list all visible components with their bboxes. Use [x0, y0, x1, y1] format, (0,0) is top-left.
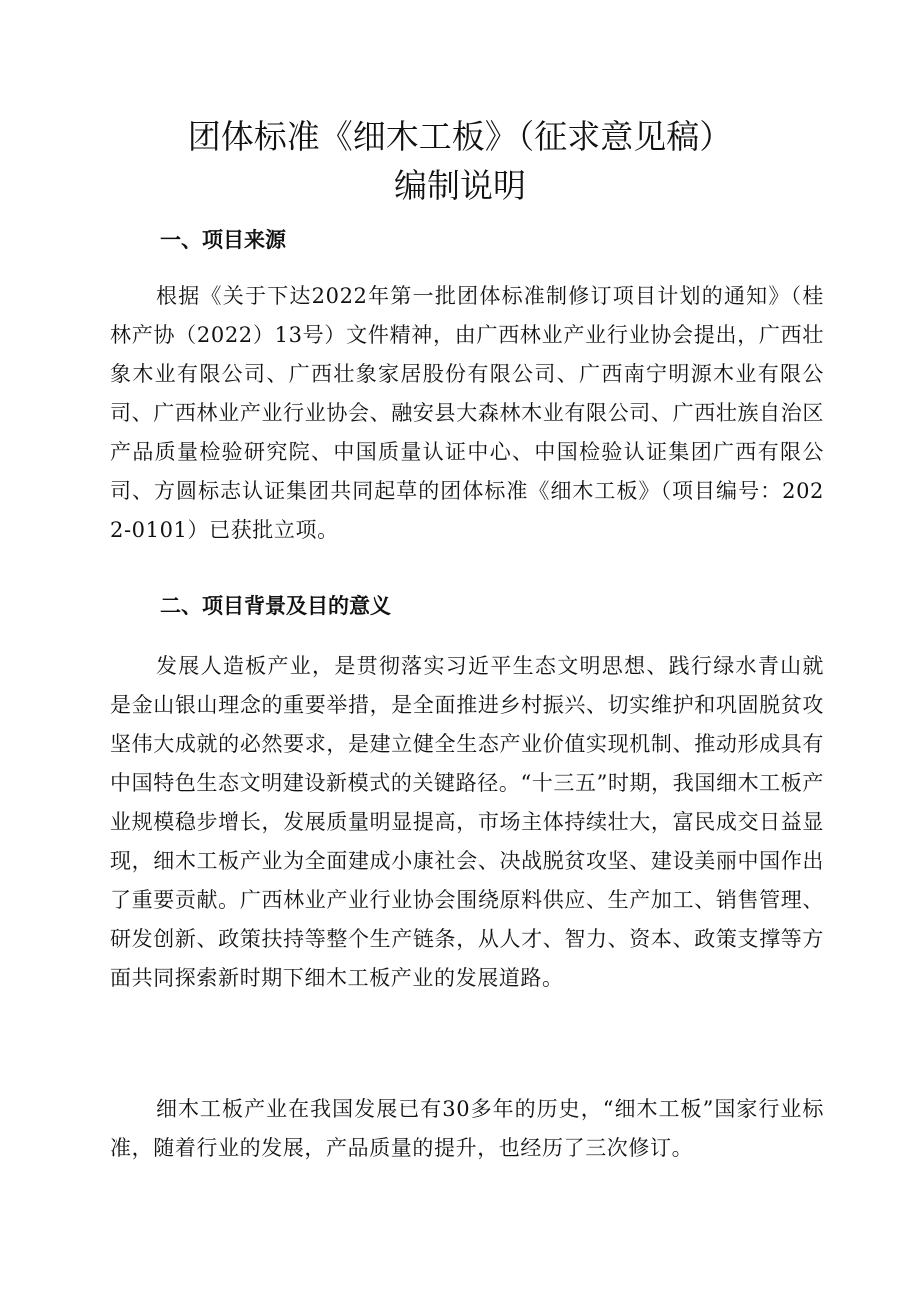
document-title: 团体标准《细木工板》（征求意见稿）: [187, 117, 733, 156]
section-heading-project-source: 一、项目来源: [160, 228, 286, 252]
document-subtitle: 编制说明: [394, 166, 526, 205]
paragraph-project-source: 根据《关于下达2022年第一批团体标准制修订项目计划的通知》（桂林产协（2022）13号）文件精神，由广西林业产业行业协会提出，广西壮象木业有限公司、广西壮象家居股份有限公司、广西南宁明源木业有限公司、广西林业产业行业协会、融安县大森林木业有限公司、广西壮族自治区产品质量检验研究院、中国质量认证中心、中国检验认证集团广西有限公司、方圆标志认证集团共同起草的团体标准《细木工板》（项目编号：2022-0101）已获批立项。: [110, 284, 824, 542]
paragraph-background-2: 细木工板产业在我国发展已有30多年的历史，“细木工板”国家行业标准，随着行业的发展，产品质量的提升，也经历了三次修订。: [110, 1097, 824, 1160]
section-heading-background: 二、项目背景及目的意义: [160, 594, 391, 618]
paragraph-background-1: 发展人造板产业，是贯彻落实习近平生态文明思想、践行绿水青山就是金山银山理念的重要举措，是全面推进乡村振兴、切实维护和巩固脱贫攻坚伟大成就的必然要求，是建立健全生态产业价值实现机制、推动形成具有中国特色生态文明建设新模式的关键路径。“十三五”时期，我国细木工板产业规模稳步增长，发展质量明显提高，市场主体持续壮大，富民成交日益显现，细木工板产业为全面建成小康社会、决战脱贫攻坚、建设美丽中国作出了重要贡献。广西林业产业行业协会围绕原料供应、生产加工、销售管理、研发创新、政策扶持等整个生产链条，从人才、智力、资本、政策支撑等方面共同探索新时期下细木工板产业的发展道路。: [110, 654, 824, 990]
